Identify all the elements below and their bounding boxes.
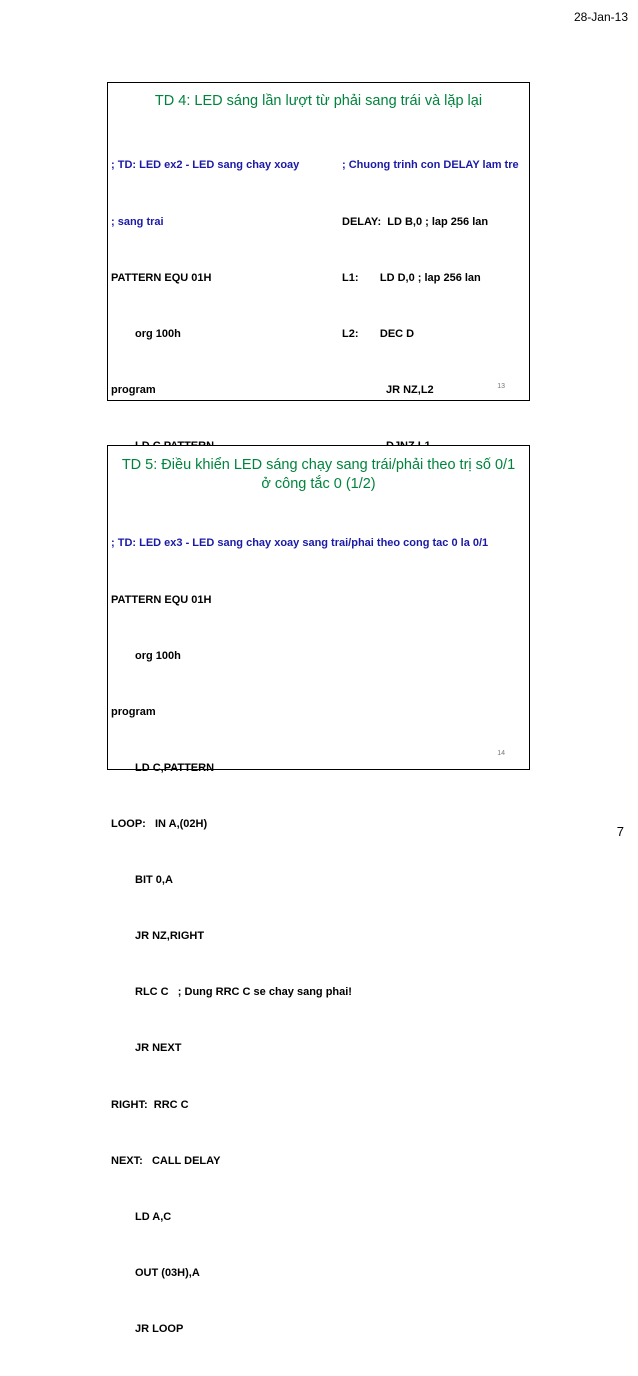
slide-number: 14 (497, 750, 505, 757)
code-line: LD C,PATTERN (135, 761, 215, 774)
code-line: OUT (03H),A (135, 1266, 200, 1279)
slide-14 (107, 445, 530, 1335)
code-line: JR NZ,RIGHT (135, 930, 205, 943)
code-line: RIGHT: RRC C (111, 1098, 189, 1111)
slide-number: 13 (497, 383, 505, 390)
code-line: L2: DEC D (342, 327, 415, 340)
code-comment: ; sang trai (111, 215, 164, 228)
page-number: 7 (616, 824, 624, 839)
code-comment: ; Chuong trinh con DELAY lam tre (342, 159, 519, 172)
slide-13 (107, 82, 530, 401)
page-date: 28-Jan-13 (573, 10, 628, 24)
code-block (111, 497, 488, 1376)
code-line: org 100h (135, 649, 181, 662)
code-line: L1: LD D,0 ; lap 256 lan (342, 271, 481, 284)
slide-title-line-1: TD 5: Điều khiển LED sáng chạy sang trái/phải theo trị số 0/1 (121, 457, 516, 473)
code-line: JR LOOP (135, 1322, 184, 1335)
code-line: PATTERN EQU 01H (111, 593, 212, 606)
code-line: LOOP: IN A,(02H) (111, 817, 208, 830)
code-line: program (111, 383, 156, 396)
code-line: program (111, 705, 156, 718)
slide-title (108, 446, 529, 494)
code-line: LD A,C (135, 1210, 172, 1223)
code-line: JR NEXT (135, 1042, 182, 1055)
slide-title: TD 4: LED sáng lần lượt từ phải sang trái và lặp lại (154, 93, 483, 109)
code-comment: ; TD: LED ex3 - LED sang chay xoay sang trai/phai theo cong tac 0 la 0/1 (111, 537, 489, 550)
code-line: RLC C ; Dung RRC C se chay sang phai! (135, 986, 352, 999)
code-line: NEXT: CALL DELAY (111, 1154, 221, 1167)
code-comment: ; TD: LED ex2 - LED sang chay xoay (111, 159, 300, 172)
code-line: JR NZ,L2 (386, 383, 434, 396)
slide-title-line-2: ở công tắc 0 (1/2) (261, 476, 376, 492)
code-line: PATTERN EQU 01H (111, 271, 212, 284)
code-line: BIT 0,A (135, 874, 173, 887)
code-line: org 100h (135, 327, 181, 340)
code-line: DELAY: LD B,0 ; lap 256 lan (342, 215, 489, 228)
